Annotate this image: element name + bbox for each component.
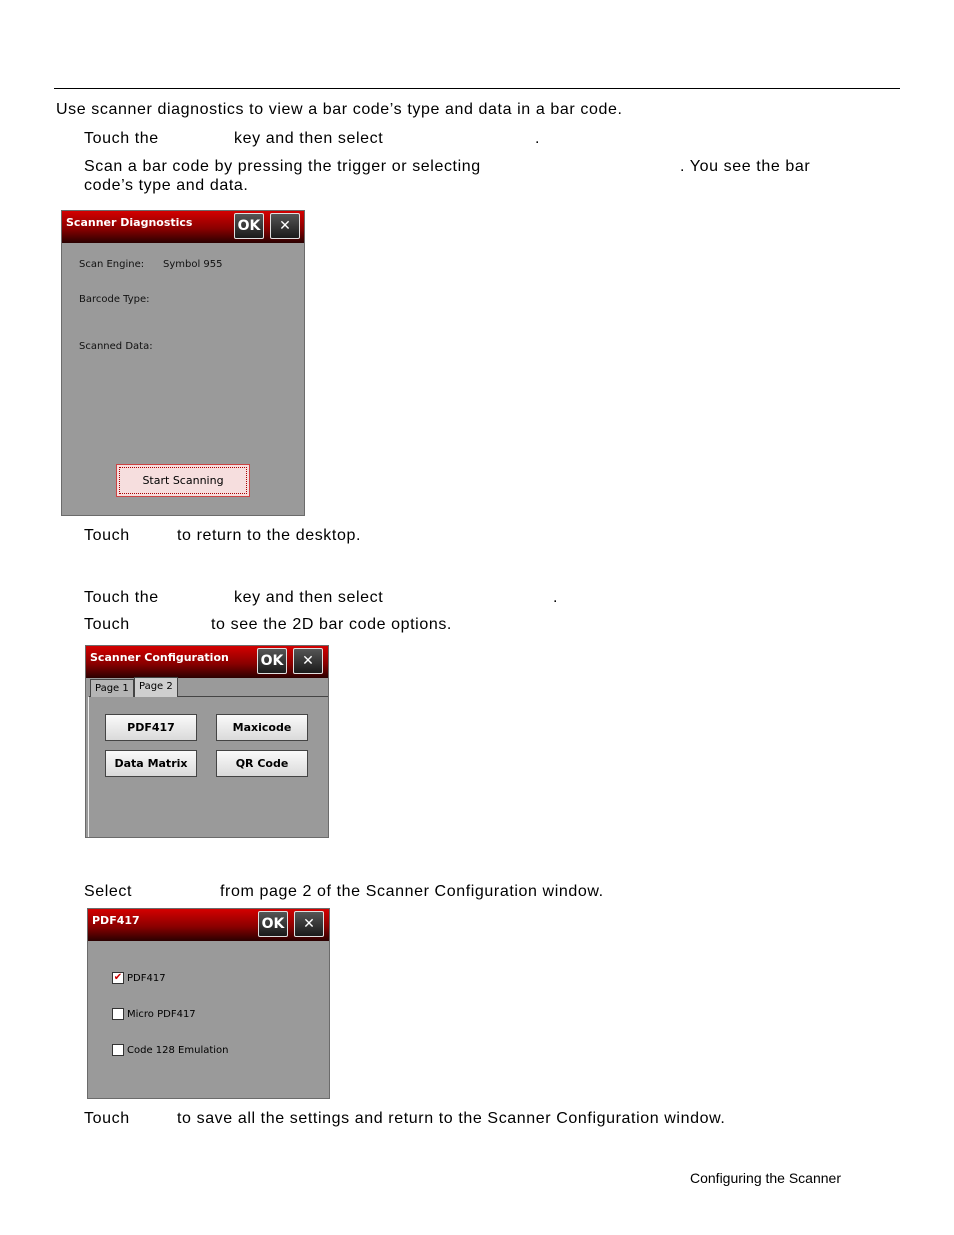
scanned-data-label: Scanned Data: xyxy=(79,341,153,352)
step-1-part-a: Touch the xyxy=(84,130,159,147)
step-5-part-b: to see the 2D bar code options. xyxy=(211,616,452,633)
step-5-part-a: Touch xyxy=(84,616,130,633)
pdf417-ok-button[interactable]: OK xyxy=(258,911,288,937)
pdf417-checkbox[interactable]: ✔ xyxy=(113,972,123,983)
code128-emulation-checkbox[interactable] xyxy=(112,1044,124,1056)
diagnostics-title: Scanner Diagnostics xyxy=(66,216,193,229)
option-micro-pdf417[interactable] xyxy=(112,1008,196,1020)
configuration-title: Scanner Configuration xyxy=(90,651,229,664)
scan-engine-label: Scan Engine: xyxy=(79,259,145,270)
step-6-part-b: from page 2 of the Scanner Configuration window. xyxy=(220,883,604,900)
micro-pdf417-checkbox[interactable] xyxy=(112,1008,124,1020)
pdf417-option-label: PDF417 xyxy=(127,972,166,984)
scanner-configuration-window xyxy=(85,645,329,838)
maxicode-button[interactable]: Maxicode xyxy=(216,714,308,741)
barcode-type-label: Barcode Type: xyxy=(79,294,150,305)
scan-engine-value: Symbol 955 xyxy=(163,259,223,270)
tab-page-2[interactable]: Page 2 xyxy=(134,677,178,697)
intro-text: Use scanner diagnostics to view a bar code’s type and data in a bar code. xyxy=(56,101,623,118)
diagnostics-close-button[interactable]: ✕ xyxy=(270,213,300,239)
step-6-part-a: Select xyxy=(84,883,133,900)
option-pdf417[interactable] xyxy=(112,972,166,984)
diagnostics-title-bar xyxy=(62,211,304,243)
step-1-part-c: . xyxy=(535,130,541,147)
step-3-part-b: to return to the desktop. xyxy=(177,527,361,544)
configuration-title-bar xyxy=(86,646,328,678)
step-4-part-c: . xyxy=(553,589,559,606)
step-1-part-b: key and then select xyxy=(234,130,384,147)
configuration-ok-button[interactable]: OK xyxy=(257,648,287,674)
step-2-part-a: Scan a bar code by pressing the trigger or selecting xyxy=(84,158,481,175)
diagnostics-ok-button[interactable]: OK xyxy=(234,213,264,239)
pdf417-title-bar xyxy=(88,909,329,941)
pdf417-title: PDF417 xyxy=(92,914,140,927)
configuration-close-button[interactable]: ✕ xyxy=(293,648,323,674)
pdf417-button[interactable]: PDF417 xyxy=(105,714,197,741)
pdf417-close-button[interactable]: ✕ xyxy=(294,911,324,937)
start-scanning-button[interactable]: Start Scanning xyxy=(116,464,250,497)
tab-page-1[interactable]: Page 1 xyxy=(90,679,134,697)
step-7-part-b: to save all the settings and return to the Scanner Configuration window. xyxy=(177,1110,726,1127)
step-7-part-a: Touch xyxy=(84,1110,130,1127)
step-4-part-b: key and then select xyxy=(234,589,384,606)
step-4-part-a: Touch the xyxy=(84,589,159,606)
qr-code-button[interactable]: QR Code xyxy=(216,750,308,777)
data-matrix-button[interactable]: Data Matrix xyxy=(105,750,197,777)
step-2-part-b: . You see the bar xyxy=(680,158,811,175)
micro-pdf417-option-label: Micro PDF417 xyxy=(127,1008,196,1020)
code128-emulation-option-label: Code 128 Emulation xyxy=(127,1044,229,1056)
step-3-part-a: Touch xyxy=(84,527,130,544)
pdf417-window xyxy=(87,908,330,1099)
option-code128-emulation[interactable] xyxy=(112,1044,229,1056)
step-2-line-2: code’s type and data. xyxy=(84,177,249,194)
header-rule xyxy=(54,88,900,89)
page-footer: Configuring the Scanner xyxy=(690,1170,841,1186)
scanner-diagnostics-window xyxy=(61,210,305,516)
